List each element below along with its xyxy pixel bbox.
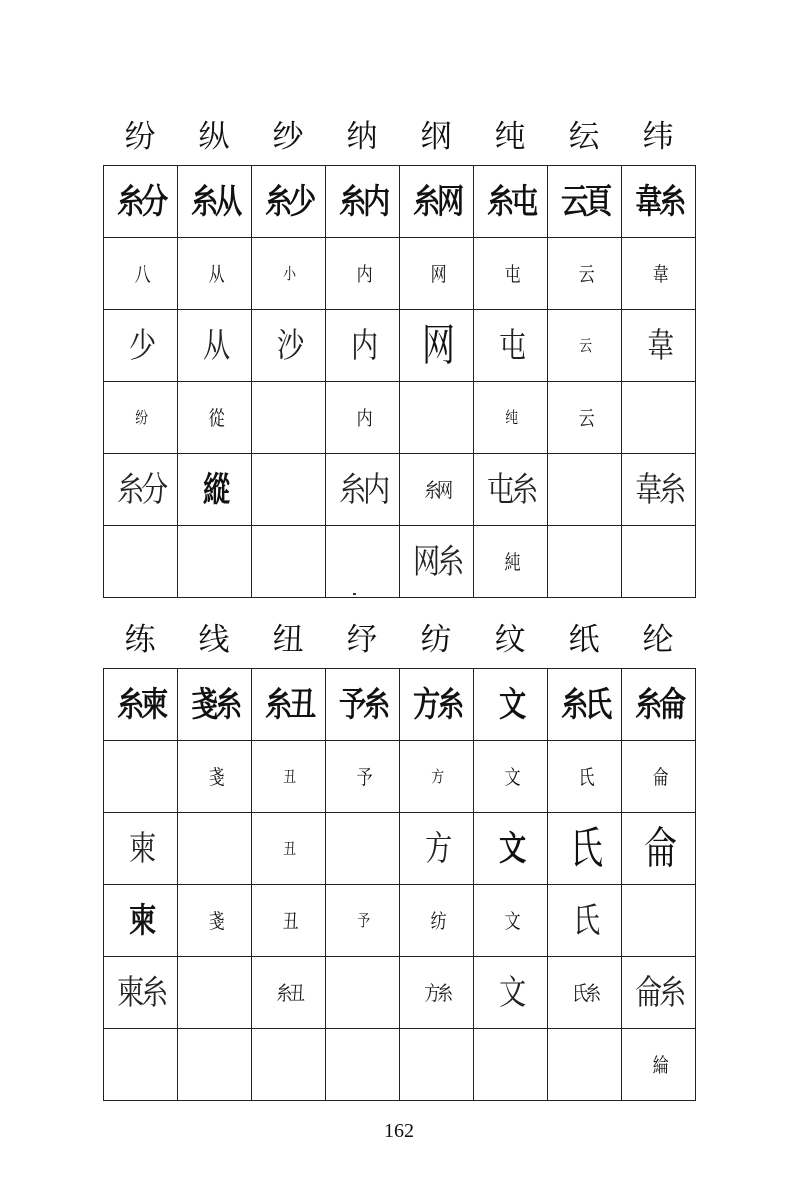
glyph-cell — [326, 741, 400, 813]
ancient-script-glyph: 純 — [504, 549, 517, 574]
glyph-cell — [474, 813, 548, 885]
glyph-cell — [548, 813, 622, 885]
ancient-script-glyph: 网糸 — [412, 541, 461, 582]
glyph-cell — [104, 382, 178, 454]
glyph-cell — [474, 741, 548, 813]
header-char: 纸 — [568, 622, 600, 658]
glyph-cell — [326, 454, 400, 526]
ancient-script-glyph: 丑 — [283, 838, 294, 858]
glyph-cell — [474, 382, 548, 454]
glyph-cell — [104, 166, 178, 238]
glyph-cell — [622, 310, 696, 382]
glyph-cell — [104, 238, 178, 310]
glyph-cell — [622, 238, 696, 310]
empty-cell — [326, 1029, 400, 1101]
ancient-script-glyph: 糸氏 — [560, 684, 609, 725]
glyph-cell — [326, 310, 400, 382]
glyph-cell — [104, 454, 178, 526]
ancient-script-glyph: 方糸 — [423, 980, 450, 1005]
empty-cell — [474, 1029, 548, 1101]
ancient-script-glyph: 方 — [431, 766, 442, 786]
section-1-glyph-table — [103, 165, 696, 598]
ancient-script-glyph: 云 — [578, 405, 591, 430]
empty-cell — [622, 382, 696, 454]
glyph-cell — [252, 166, 326, 238]
header-char: 纳 — [346, 119, 378, 155]
glyph-cell — [178, 741, 252, 813]
glyph-cell — [252, 669, 326, 741]
ancient-script-glyph: 屯 — [504, 261, 517, 286]
glyph-cell — [178, 885, 252, 957]
print-speck — [353, 593, 356, 595]
ancient-script-glyph: 予 — [356, 764, 369, 789]
glyph-cell — [622, 1029, 696, 1101]
ancient-script-glyph: 八 — [134, 261, 147, 286]
glyph-cell — [400, 238, 474, 310]
ancient-script-glyph: 氏 — [578, 764, 591, 789]
ancient-script-glyph: 文 — [498, 828, 523, 869]
ancient-script-glyph: 内 — [356, 261, 369, 286]
empty-cell — [252, 454, 326, 526]
glyph-cell — [474, 669, 548, 741]
ancient-script-glyph: 戔 — [208, 908, 221, 933]
ancient-script-glyph: 戔糸 — [190, 684, 239, 725]
empty-cell — [622, 526, 696, 598]
glyph-cell — [104, 813, 178, 885]
glyph-cell — [474, 885, 548, 957]
ancient-script-glyph: 沙 — [276, 325, 301, 366]
glyph-cell — [548, 957, 622, 1029]
glyph-cell — [252, 741, 326, 813]
glyph-cell — [252, 238, 326, 310]
section-1-header-row — [103, 117, 695, 157]
glyph-cell — [548, 310, 622, 382]
glyph-cell — [178, 310, 252, 382]
glyph-cell — [178, 454, 252, 526]
ancient-script-glyph: 屯糸 — [486, 469, 535, 510]
glyph-cell — [474, 310, 548, 382]
ancient-script-glyph: 糸网 — [412, 181, 461, 222]
ancient-script-glyph: 糸屯 — [486, 181, 535, 222]
glyph-cell — [622, 741, 696, 813]
ancient-script-glyph: 糸柬 — [116, 684, 165, 725]
glyph-cell — [252, 885, 326, 957]
ancient-script-glyph: 网 — [421, 319, 452, 371]
empty-cell — [104, 1029, 178, 1101]
glyph-cell — [474, 526, 548, 598]
ancient-script-glyph: 文 — [504, 764, 517, 789]
glyph-cell — [400, 885, 474, 957]
glyph-cell — [400, 741, 474, 813]
glyph-cell — [548, 382, 622, 454]
ancient-script-glyph: 氏糸 — [571, 980, 598, 1005]
glyph-cell — [400, 166, 474, 238]
empty-cell — [178, 1029, 252, 1101]
empty-cell — [252, 526, 326, 598]
ancient-script-glyph: 柬 — [128, 828, 153, 869]
empty-cell — [400, 1029, 474, 1101]
empty-cell — [622, 885, 696, 957]
ancient-script-glyph: 方 — [424, 828, 449, 869]
ancient-script-glyph: 小 — [283, 263, 294, 283]
glyph-cell — [104, 957, 178, 1029]
ancient-script-glyph: 文 — [498, 684, 523, 725]
ancient-script-glyph: 糸从 — [190, 181, 239, 222]
ancient-script-glyph: 氏 — [572, 900, 597, 941]
empty-cell — [252, 382, 326, 454]
ancient-script-glyph: 柬 — [128, 900, 153, 941]
glyph-cell — [548, 669, 622, 741]
empty-cell — [326, 957, 400, 1029]
glyph-cell — [622, 957, 696, 1029]
glyph-cell — [548, 885, 622, 957]
ancient-script-glyph: 云頁 — [560, 181, 609, 222]
glyph-cell — [178, 669, 252, 741]
empty-cell — [548, 1029, 622, 1101]
empty-cell — [400, 382, 474, 454]
ancient-script-glyph: 内 — [350, 325, 375, 366]
ancient-script-glyph: 糸内 — [338, 469, 387, 510]
glyph-cell — [400, 669, 474, 741]
header-char: 纯 — [494, 119, 526, 155]
ancient-script-glyph: 綸 — [652, 1052, 665, 1077]
header-char: 纺 — [420, 622, 452, 658]
glyph-cell — [326, 382, 400, 454]
empty-cell — [252, 1029, 326, 1101]
glyph-cell — [400, 526, 474, 598]
header-char: 纽 — [272, 622, 304, 658]
ancient-script-glyph: 韋 — [646, 325, 671, 366]
ancient-script-glyph: 戔 — [208, 764, 221, 789]
ancient-script-glyph: 糸网 — [423, 477, 450, 502]
ancient-script-glyph: 侖 — [643, 822, 674, 874]
glyph-cell — [178, 382, 252, 454]
ancient-script-glyph: 云 — [579, 335, 590, 355]
ancient-script-glyph: 方糸 — [412, 684, 461, 725]
header-char: 纭 — [568, 119, 600, 155]
header-char: 纵 — [198, 119, 230, 155]
ancient-script-glyph: 少 — [128, 325, 153, 366]
glyph-cell — [326, 238, 400, 310]
glyph-cell — [178, 166, 252, 238]
section-2-glyph-table — [103, 668, 696, 1101]
empty-cell — [104, 526, 178, 598]
glyph-cell — [622, 813, 696, 885]
glyph-cell — [548, 166, 622, 238]
glyph-cell — [252, 310, 326, 382]
ancient-script-glyph: 文 — [498, 972, 523, 1013]
glyph-cell — [400, 813, 474, 885]
glyph-cell — [326, 166, 400, 238]
empty-cell — [548, 526, 622, 598]
glyph-cell — [548, 741, 622, 813]
ancient-script-glyph: 韋糸 — [634, 469, 683, 510]
glyph-cell — [178, 238, 252, 310]
ancient-script-glyph: 侖 — [652, 764, 665, 789]
ancient-script-glyph: 糸内 — [338, 181, 387, 222]
header-char: 纶 — [642, 622, 674, 658]
ancient-script-glyph: 纷 — [135, 407, 146, 427]
empty-cell — [104, 741, 178, 813]
glyph-cell — [326, 669, 400, 741]
glyph-cell — [104, 310, 178, 382]
ancient-script-glyph: 屯 — [498, 325, 523, 366]
glyph-cell — [400, 957, 474, 1029]
ancient-script-glyph: 糸分 — [116, 469, 165, 510]
section-2-header-row — [103, 620, 695, 660]
glyph-cell — [104, 669, 178, 741]
empty-cell — [178, 526, 252, 598]
glyph-cell — [622, 166, 696, 238]
header-char: 纬 — [642, 119, 674, 155]
ancient-script-glyph: 丑 — [282, 908, 295, 933]
ancient-script-glyph: 文 — [504, 908, 517, 933]
glyph-cell — [400, 454, 474, 526]
ancient-script-glyph: 从 — [202, 325, 227, 366]
ancient-script-glyph: 糸丑 — [275, 980, 302, 1005]
header-char: 纾 — [346, 622, 378, 658]
ancient-script-glyph: 从 — [208, 261, 221, 286]
ancient-script-glyph: 予 — [357, 910, 368, 930]
ancient-script-glyph: 韋糸 — [634, 181, 683, 222]
ancient-script-glyph: 纯 — [505, 407, 516, 427]
header-char: 纹 — [494, 622, 526, 658]
empty-cell — [178, 957, 252, 1029]
ancient-script-glyph: 從 — [208, 405, 221, 430]
glyph-cell — [252, 813, 326, 885]
ancient-script-glyph: 丑 — [283, 766, 294, 786]
glyph-cell — [252, 957, 326, 1029]
ancient-script-glyph: 糸侖 — [634, 684, 683, 725]
ancient-script-glyph: 予糸 — [338, 684, 387, 725]
glyph-cell — [622, 454, 696, 526]
ancient-script-glyph: 糸丑 — [264, 684, 313, 725]
header-char: 纲 — [420, 119, 452, 155]
glyph-cell — [104, 885, 178, 957]
header-char: 纱 — [272, 119, 304, 155]
empty-cell — [548, 454, 622, 526]
ancient-script-glyph: 柬糸 — [116, 972, 165, 1013]
empty-cell — [178, 813, 252, 885]
ancient-script-glyph: 网 — [430, 261, 443, 286]
ancient-script-glyph: 内 — [356, 405, 369, 430]
ancient-script-glyph: 縱 — [202, 469, 227, 510]
glyph-cell — [326, 885, 400, 957]
ancient-script-glyph: 韋 — [652, 261, 665, 286]
empty-cell — [326, 526, 400, 598]
empty-cell — [326, 813, 400, 885]
header-char: 线 — [198, 622, 230, 658]
ancient-script-glyph: 糸少 — [264, 181, 313, 222]
glyph-cell — [548, 238, 622, 310]
ancient-script-glyph: 氏 — [569, 822, 600, 874]
ancient-script-glyph: 糸分 — [116, 181, 165, 222]
page-number: 162 — [384, 1120, 414, 1142]
glyph-cell — [474, 166, 548, 238]
ancient-script-glyph: 云 — [578, 261, 591, 286]
ancient-script-glyph: 侖糸 — [634, 972, 683, 1013]
glyph-cell — [474, 454, 548, 526]
glyph-cell — [400, 310, 474, 382]
header-char: 练 — [124, 622, 156, 658]
ancient-script-glyph: 纺 — [430, 908, 443, 933]
header-char: 纷 — [124, 119, 156, 155]
glyph-cell — [474, 957, 548, 1029]
glyph-cell — [474, 238, 548, 310]
glyph-cell — [622, 669, 696, 741]
